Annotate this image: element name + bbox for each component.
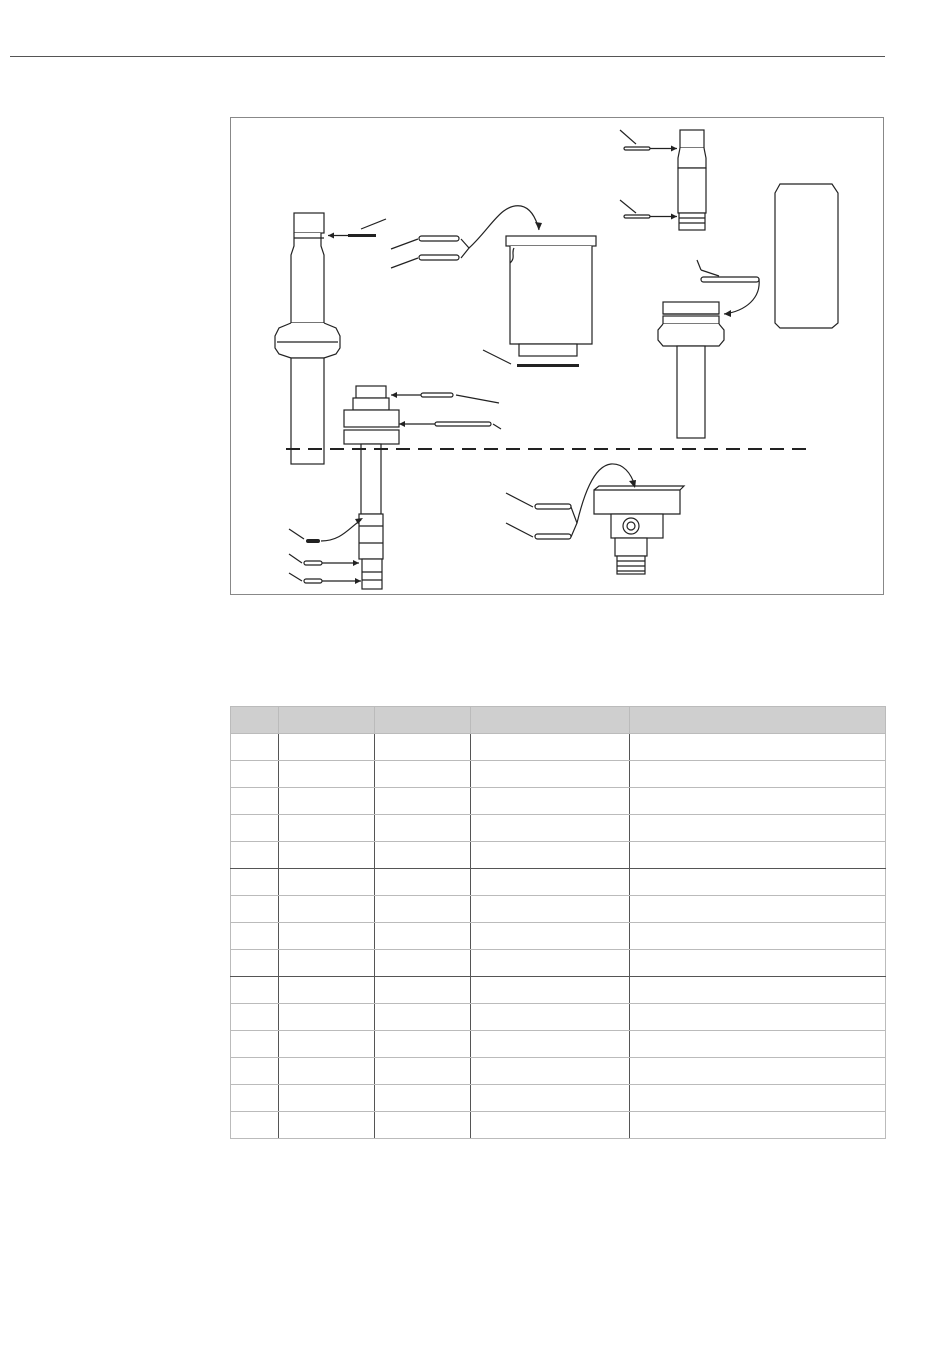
table-cell bbox=[375, 842, 471, 869]
table-row bbox=[231, 977, 886, 1004]
table-cell bbox=[471, 788, 630, 815]
table-cell bbox=[279, 1112, 375, 1139]
table-cell bbox=[471, 869, 630, 896]
parts-diagram-svg bbox=[231, 118, 885, 596]
table-cell bbox=[630, 734, 886, 761]
table-cell bbox=[279, 1031, 375, 1058]
table-cell bbox=[231, 1004, 279, 1031]
table-cell bbox=[279, 1004, 375, 1031]
spare-parts-table bbox=[230, 706, 886, 1139]
table-cell bbox=[375, 1004, 471, 1031]
table-cell bbox=[231, 896, 279, 923]
table-cell bbox=[279, 734, 375, 761]
table-cell bbox=[375, 815, 471, 842]
table-row bbox=[231, 950, 886, 977]
table-row bbox=[231, 815, 886, 842]
table-cell bbox=[231, 1031, 279, 1058]
table-cell bbox=[471, 734, 630, 761]
table-row bbox=[231, 788, 886, 815]
oring-arrow-1 bbox=[328, 219, 386, 239]
table-cell bbox=[375, 896, 471, 923]
table-row bbox=[231, 869, 886, 896]
table-cell bbox=[471, 761, 630, 788]
table-cell bbox=[279, 896, 375, 923]
table-cell bbox=[375, 1058, 471, 1085]
table-cell bbox=[630, 1004, 886, 1031]
oring-arrows-middle bbox=[391, 392, 501, 429]
table-row bbox=[231, 896, 886, 923]
table-cell bbox=[630, 788, 886, 815]
table-cell bbox=[630, 977, 886, 1004]
table-cell bbox=[630, 869, 886, 896]
table-cell bbox=[630, 1112, 886, 1139]
table-cell bbox=[375, 788, 471, 815]
probe-right-mid bbox=[658, 260, 759, 438]
table-cell bbox=[375, 869, 471, 896]
table-cell bbox=[231, 1058, 279, 1085]
table-row bbox=[231, 734, 886, 761]
table-cell bbox=[471, 923, 630, 950]
table-cell bbox=[471, 1058, 630, 1085]
table-row bbox=[231, 1112, 886, 1139]
table-cell bbox=[231, 923, 279, 950]
table-cell bbox=[231, 815, 279, 842]
table-cell bbox=[471, 815, 630, 842]
probe-middle bbox=[344, 386, 399, 589]
header-rule bbox=[10, 56, 885, 57]
table-cell bbox=[630, 842, 886, 869]
protective-sleeve bbox=[775, 184, 838, 328]
table-cell bbox=[279, 1085, 375, 1112]
header-cell bbox=[471, 707, 630, 734]
table-cell bbox=[630, 761, 886, 788]
table-cell bbox=[630, 896, 886, 923]
header-cell bbox=[231, 707, 279, 734]
connector-head bbox=[594, 486, 684, 574]
header-cell bbox=[630, 707, 886, 734]
table-cell bbox=[279, 815, 375, 842]
table-cell bbox=[231, 788, 279, 815]
table-cell bbox=[375, 977, 471, 1004]
table-cell bbox=[471, 977, 630, 1004]
table-row bbox=[231, 1058, 886, 1085]
table-cell bbox=[231, 977, 279, 1004]
table-cell bbox=[471, 1004, 630, 1031]
table-row bbox=[231, 1004, 886, 1031]
table-cell bbox=[231, 869, 279, 896]
table-cell bbox=[279, 761, 375, 788]
table-cell bbox=[471, 1112, 630, 1139]
table-row bbox=[231, 761, 886, 788]
table-cell bbox=[630, 923, 886, 950]
header-cell bbox=[375, 707, 471, 734]
table-header-row bbox=[231, 707, 886, 734]
table-cell bbox=[279, 923, 375, 950]
table-cell bbox=[471, 950, 630, 977]
table-cell bbox=[279, 842, 375, 869]
exploded-parts-drawing bbox=[230, 117, 884, 595]
table-cell bbox=[471, 1031, 630, 1058]
table-row bbox=[231, 1085, 886, 1112]
table-row bbox=[231, 842, 886, 869]
table-cell bbox=[231, 950, 279, 977]
housing-cap bbox=[483, 236, 596, 367]
table-cell bbox=[375, 923, 471, 950]
table-row bbox=[231, 1031, 886, 1058]
table-cell bbox=[471, 896, 630, 923]
table-cell bbox=[375, 1112, 471, 1139]
table-cell bbox=[630, 1058, 886, 1085]
table-cell bbox=[630, 1085, 886, 1112]
sensor-shaft-left bbox=[275, 213, 340, 464]
table-cell bbox=[231, 1085, 279, 1112]
oring-arrows-lower bbox=[289, 518, 363, 584]
table-cell bbox=[279, 869, 375, 896]
table-cell bbox=[630, 1031, 886, 1058]
header-cell bbox=[279, 707, 375, 734]
table-cell bbox=[279, 788, 375, 815]
table-cell bbox=[279, 977, 375, 1004]
table-cell bbox=[630, 815, 886, 842]
table-cell bbox=[375, 734, 471, 761]
table-cell bbox=[231, 1112, 279, 1139]
table-cell bbox=[279, 1058, 375, 1085]
table-cell bbox=[630, 950, 886, 977]
table-cell bbox=[375, 761, 471, 788]
table-row bbox=[231, 923, 886, 950]
table-cell bbox=[279, 950, 375, 977]
table-cell bbox=[471, 1085, 630, 1112]
table-cell bbox=[375, 1031, 471, 1058]
table-cell bbox=[231, 842, 279, 869]
table-cell bbox=[471, 842, 630, 869]
table-cell bbox=[231, 734, 279, 761]
table-cell bbox=[375, 1085, 471, 1112]
table-cell bbox=[375, 950, 471, 977]
probe-top-right bbox=[620, 130, 706, 230]
table-cell bbox=[231, 761, 279, 788]
